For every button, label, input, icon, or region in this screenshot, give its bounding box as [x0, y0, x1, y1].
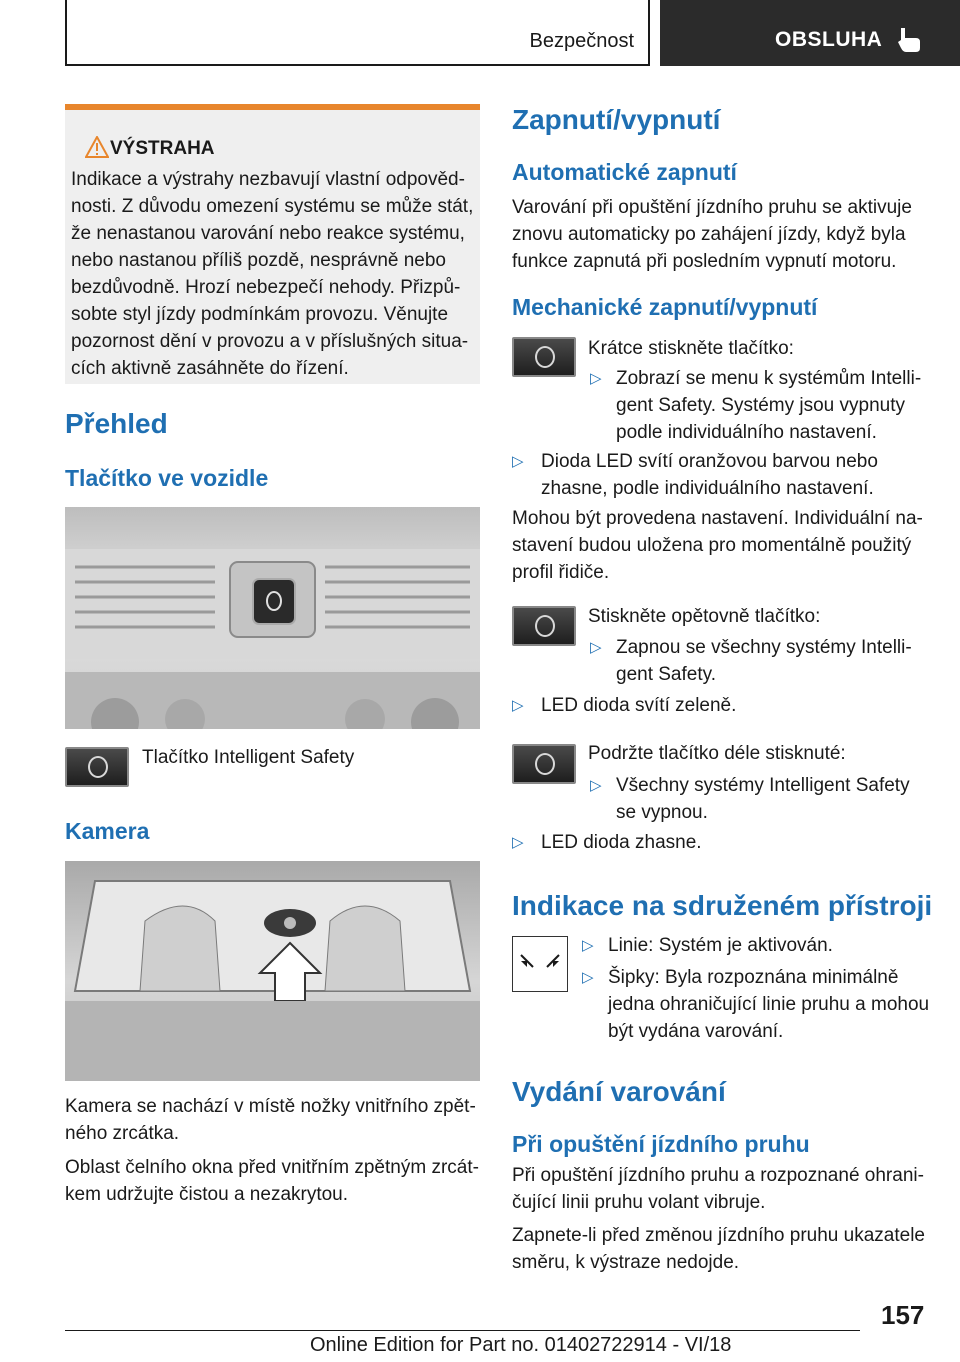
intelligent-safety-button-icon — [512, 606, 576, 646]
heading-prehled: Přehled — [65, 408, 168, 439]
dashboard-illustration — [65, 507, 480, 729]
footer-text: Online Edition for Part no. 01402722914 - VI/18 — [310, 1334, 732, 1356]
heading-zapnuti: Zapnutí/vypnutí — [512, 104, 721, 135]
intelligent-safety-button-icon — [512, 744, 576, 784]
triangle-bullet-icon: ▷ — [582, 937, 594, 954]
header-section-box — [65, 0, 650, 66]
footer-divider — [65, 1330, 860, 1331]
heading-mechanicke: Mechanické zapnutí/vypnutí — [512, 294, 818, 320]
camera-paragraph-2: Oblast čelního okna před vnitřním zpětným zrcát- kem udržujte čistou a nezakrytou. — [65, 1157, 479, 1205]
step2-bullet-2: ▷ LED dioda svítí zeleně. — [512, 692, 932, 719]
step3-text: Podržte tlačítko déle stisknuté: — [588, 743, 846, 764]
step2-text: Stiskněte opětovně tlačítko: — [588, 606, 821, 627]
settings-note: Mohou být provedena nastavení. Individuální na- stavení budou uložena pro momentálně použitý profil řidiče. — [512, 508, 923, 583]
indikace-bullet-1: ▷ Linie: Systém je aktivován. — [582, 932, 932, 959]
step1-text: Krátce stiskněte tlačítko: — [588, 338, 794, 359]
windshield-illustration — [65, 861, 480, 1081]
auto-paragraph: Varování při opuštění jízdního pruhu se aktivuje znovu automaticky po zahájení jízdy, když byla funkce zapnutá při posledním vypnutí motoru. — [512, 197, 912, 272]
camera-paragraph-1: Kamera se nachází v místě nožky vnitřního zpět- ného zrcátka. — [65, 1096, 476, 1144]
header-chapter-box — [660, 0, 960, 66]
step3-bullet-1: ▷ Všechny systémy Intelligent Safety se vypnou. — [590, 772, 930, 826]
triangle-bullet-icon: ▷ — [590, 639, 602, 656]
page-number: 157 — [881, 1300, 925, 1330]
heading-opusteni: Při opuštění jízdního pruhu — [512, 1131, 810, 1157]
triangle-bullet-icon: ▷ — [512, 453, 524, 470]
opusteni-paragraph-2: Zapnete-li před změnou jízdního pruhu ukazatele směru, k výstraze nedojde. — [512, 1225, 925, 1273]
step1-bullet-1: ▷ Zobrazí se menu k systémům Intelli- gent Safety. Systémy jsou vypnuty podle individuálního nastavení. — [590, 365, 930, 446]
heading-vydani: Vydání varování — [512, 1076, 726, 1107]
step3-bullet-2: ▷ LED dioda zhasne. — [512, 829, 932, 856]
header-section-title: Bezpečnost — [529, 30, 634, 52]
heading-indikace: Indikace na sdruženém přístroji — [512, 890, 933, 921]
heading-automaticke: Automatické zapnutí — [512, 159, 737, 185]
warning-title: VÝSTRAHA — [110, 138, 215, 159]
intelligent-safety-button-icon — [65, 747, 129, 787]
warning-box — [65, 104, 480, 384]
heading-kamera: Kamera — [65, 818, 150, 844]
step1-bullet-2: ▷ Dioda LED svítí oranžovou barvou nebo zhasne, podle individuálního nastavení. — [512, 448, 932, 502]
dashboard-button-photo — [65, 507, 480, 729]
warning-text: Indikace a výstrahy nezbavují vlastní odpověd- nosti. Z důvodu omezení systému se může stát, že nenastanou varování nebo reakce systému, nebo nastanou příliš pozdě, nesprávně nebo bezdůvodně. Hrozí nebezpečí nehody. Přizpů- sobte styl jízdy podmínkám provozu. Věnujte pozornost dění v provozu a v příslušných situa- cích aktivně zasáhněte do řízení. — [71, 169, 474, 379]
intelligent-safety-button-icon — [512, 337, 576, 377]
triangle-bullet-icon: ▷ — [590, 777, 602, 794]
step2-bullet-1: ▷ Zapnou se všechny systémy Intelli- gent Safety. — [590, 634, 930, 688]
indikace-bullet-2: ▷ Šipky: Byla rozpoznána minimálně jedna ohraničující linie pruhu a mohou být vydána varování. — [582, 964, 932, 1045]
opusteni-paragraph-1: Při opuštění jízdního pruhu a rozpoznané ohrani- čující linii pruhu volant vibruje. — [512, 1165, 924, 1213]
hand-pointer-icon — [896, 26, 922, 54]
triangle-bullet-icon: ▷ — [512, 697, 524, 714]
camera-location-photo — [65, 861, 480, 1081]
heading-tlacitko: Tlačítko ve vozidle — [65, 465, 269, 491]
triangle-bullet-icon: ▷ — [512, 834, 524, 851]
warning-triangle-icon — [85, 136, 109, 158]
triangle-bullet-icon: ▷ — [590, 370, 602, 387]
lane-departure-indicator-icon — [512, 936, 568, 992]
triangle-bullet-icon: ▷ — [582, 969, 594, 986]
button-caption: Tlačítko Intelligent Safety — [142, 747, 355, 768]
header-chapter-title: OBSLUHA — [775, 28, 883, 51]
